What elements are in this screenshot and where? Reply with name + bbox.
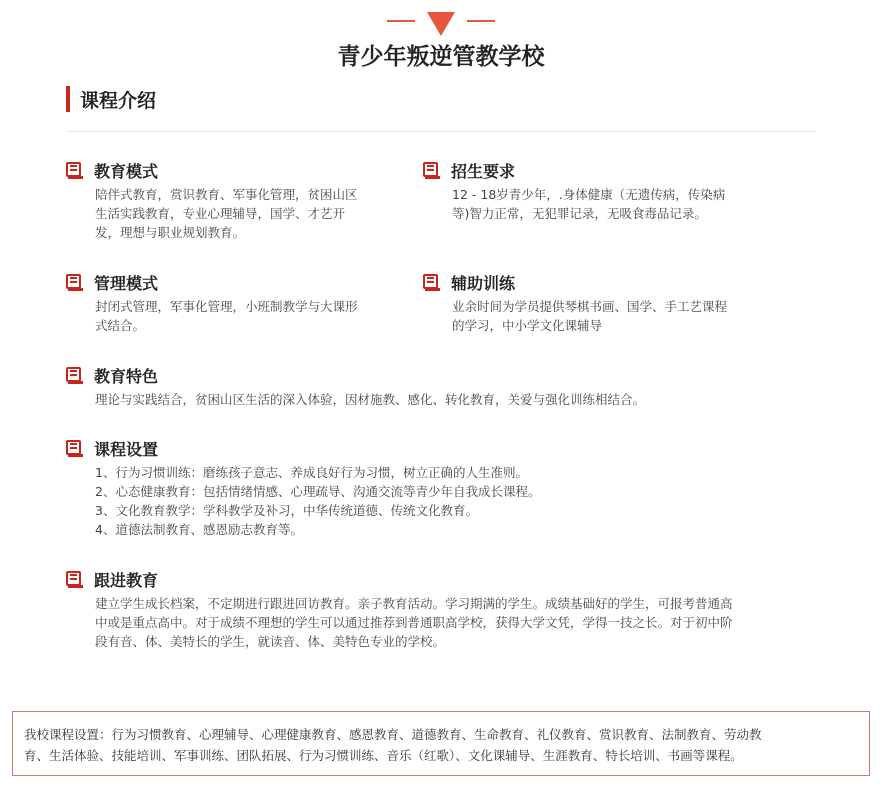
block-line: 发，理想与职业规划教育。	[95, 225, 246, 240]
block-body	[95, 390, 826, 409]
block-line: 陪伴式教育，赏识教育、军事化管理，贫困山区	[95, 187, 358, 202]
block-line: 等)智力正常，无犯罪记录，无吸食毒品记录。	[452, 206, 707, 221]
block-title: 辅助训练	[451, 273, 516, 293]
block-title: 教育特色	[94, 366, 159, 386]
block-auxiliary-training	[423, 271, 783, 335]
block-body	[95, 594, 836, 651]
book-icon	[66, 274, 83, 291]
block-line: 12 - 18岁青少年，.身体健康（无遗传病，传染病	[452, 187, 726, 202]
block-line: 理论与实践结合，贫困山区生活的深入体验，因材施教、感化、转化教育，关爱与强化训练相结合。	[95, 392, 646, 407]
footer-line: 我校课程设置：行为习惯教育、心理辅导、心理健康教育、感恩教育、道德教育、生命教育、礼仪教育、赏识教育、法制教育、劳动教	[24, 727, 762, 742]
block-line: 生活实践教育，专业心理辅导，国学、才艺开	[95, 206, 346, 221]
block-management-mode	[66, 271, 406, 335]
block-line: 2、心态健康教育：包括情绪情感、心理疏导、沟通交流等青少年自我成长课程。	[95, 484, 541, 499]
deco-line-left	[387, 20, 415, 22]
book-icon	[66, 440, 83, 457]
block-body	[452, 297, 783, 335]
block-line: 段有音、体、美特长的学生，就读音、体、美特色专业的学校。	[95, 634, 446, 649]
block-title: 管理模式	[94, 273, 159, 293]
block-line: 的学习，中小学文化课辅导	[452, 318, 603, 333]
book-icon	[66, 571, 83, 588]
book-icon	[423, 274, 440, 291]
block-line: 4、道德法制教育、感恩励志教育等。	[95, 522, 303, 537]
block-follow-up-education	[66, 568, 836, 651]
block-body	[95, 297, 406, 335]
deco-line-right	[467, 20, 495, 22]
block-line: 式结合。	[95, 318, 146, 333]
block-line: 3、文化教育教学：学科教学及补习，中华传统道德、传统文化教育。	[95, 503, 478, 518]
block-course-settings	[66, 437, 826, 539]
section-title: 课程介绍	[80, 89, 157, 112]
page-title: 青少年叛逆管教学校	[330, 40, 553, 74]
section-header	[66, 86, 156, 112]
block-body	[452, 185, 783, 223]
block-education-features	[66, 364, 826, 409]
block-line: 中或是重点高中。对于成绩不理想的学生可以通过推荐到普通职高学校，获得大学文凭，学得一技之长。对于初中阶	[95, 615, 733, 630]
book-icon	[423, 162, 440, 179]
block-title: 教育模式	[94, 161, 159, 181]
block-enrollment	[423, 159, 783, 223]
block-body	[95, 463, 826, 539]
footer-course-summary	[12, 711, 870, 776]
block-education-mode	[66, 159, 406, 242]
block-line: 建立学生成长档案，不定期进行跟进回访教育。亲子教育活动。学习期满的学生。成绩基础好的学生，可报考普通高	[95, 596, 733, 611]
block-title: 招生要求	[451, 161, 516, 181]
block-line: 封闭式管理，军事化管理，小班制教学与大课形	[95, 299, 358, 314]
footer-line: 育、生活体验、技能培训、军事训练、团队拓展、行为习惯训练、音乐（红歌）、文化课辅导、生涯教育、特长培训、书画等课程。	[24, 748, 743, 763]
block-line: 1、行为习惯训练：磨练孩子意志、养成良好行为习惯，树立正确的人生准则。	[95, 465, 528, 480]
block-line: 业余时间为学员提供琴棋书画、国学、手工艺课程	[452, 299, 728, 314]
book-icon	[66, 367, 83, 384]
book-icon	[66, 162, 83, 179]
main-title-wrap	[0, 40, 882, 74]
header-decoration	[0, 10, 882, 40]
block-title: 课程设置	[94, 439, 159, 459]
down-triangle-icon	[427, 12, 455, 36]
divider	[66, 131, 816, 132]
section-accent-bar	[66, 86, 70, 112]
block-body	[95, 185, 406, 242]
block-title: 跟进教育	[94, 570, 159, 590]
